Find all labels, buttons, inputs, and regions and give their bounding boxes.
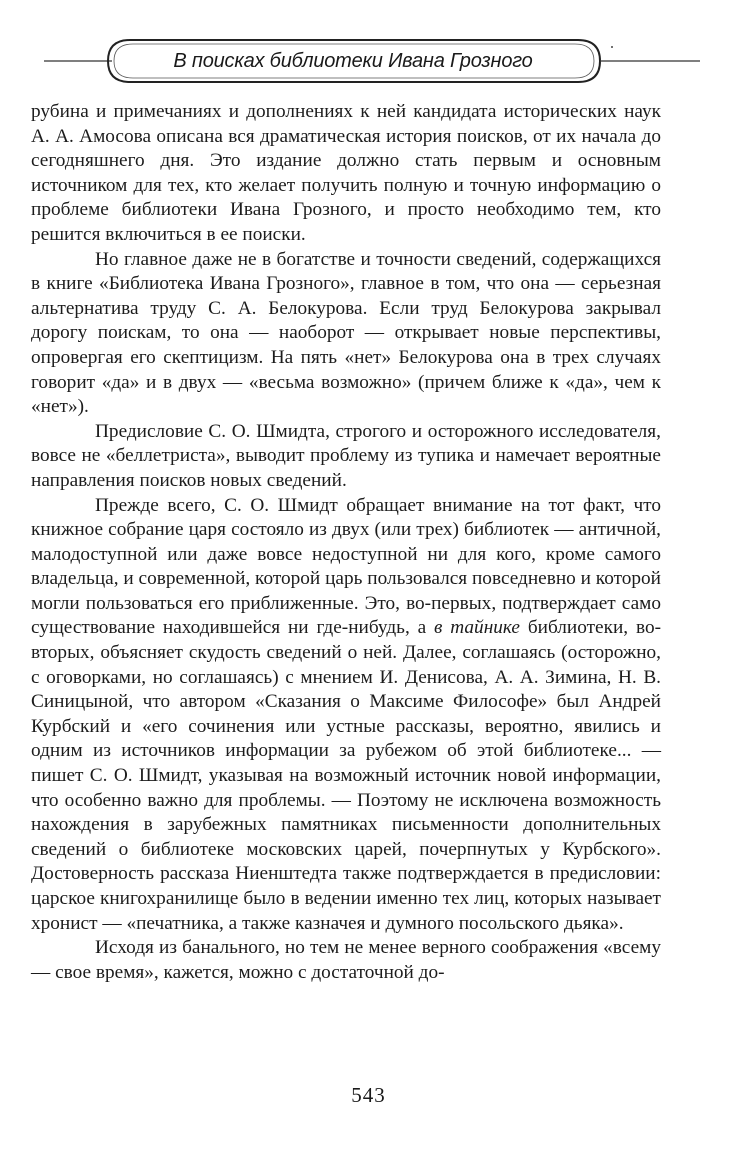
paragraph: [31, 494, 661, 937]
body-text: [31, 100, 661, 985]
emphasis-text: в тайнике: [434, 617, 520, 639]
page-number: 543: [351, 1083, 386, 1107]
paragraph: Предисловие С. О. Шмидта, строгого и осторожного исследователя, вовсе не «беллетриста», выводит проблему из тупика и намечает вероятные направления поисков новых сведений.: [31, 420, 661, 491]
text-run: Прежде всего, С. О. Шмидт обращает внимание на тот факт, что книжное собрание царя состояло из двух (или трех) библиотек — античной, малодоступной или даже вовсе недоступной ни для кого, кроме самого владельца, и современной, которой царь пользовался повседневно и которой могли пользоваться его приближенные. Это, во-первых, подтверждает само существование находившейся ни где-нибудь, а: [31, 494, 661, 639]
paragraph-continuation: рубина и примечаниях и дополнениях к ней кандидата исторических наук А. А. Амосова описана вся драматическая история поисков, от их начала до сегодняшнего дня. Это издание должно стать первым и основным источником для тех, кто желает получить полную и точную информацию о проблеме библиотеки Ивана Грозного, и просто необходимо тем, кто решится включиться в ее поиски.: [31, 101, 661, 245]
paragraph: Но главное даже не в богатстве и точности сведений, содержащихся в книге «Библиотека Ивана Грозного», главное в том, что она — серьезная альтернатива труду С. А. Белокурова. Если труд Белокурова закрывал дорогу поискам, то она — наоборот — открывает новые перспективы, опровергая его скептицизм. На пять «нет» Белокурова она в трех случаях говорит «да» и в двух — «весьма возможно» (причем ближе к «да», чем к «нет»).: [31, 248, 661, 418]
header-title: В поисках библиотеки Ивана Грозного: [173, 50, 533, 72]
running-header: [0, 0, 737, 90]
paragraph: Исходя из банального, но тем не менее верного соображения «всему — свое время», кажется, можно с достаточной до-: [31, 937, 661, 983]
text-run: библиотеки, во-вторых, объясняет скудость сведений о ней. Далее, соглашаясь (осторожно, с оговорками, но соглашаясь) с мнением И. Денисова, А. А. Зимина, Н. В. Синицыной, что автором «Сказания о Максиме Философе» был Андрей Курбский и «его сочинения или устные рассказы, вероятно, явились и одним из источников информации за рубежом об этой библиотеке... — пишет С. О. Шмидт, указывая на возможный источник новой информации, что особенно важно для проблемы. — Поэтому не исключена возможность нахождения в зарубежных памятниках письменности дополнительных сведений о библиотеке московских царей, почерпнутых у Курбского». Достоверность рассказа Ниенштедта также подтверждается в предисловии: царское книгохранилище было в ведении именно тех лиц, которых называет хронист — «печатника, а также казначея и думного посольского дьяка».: [31, 617, 662, 934]
